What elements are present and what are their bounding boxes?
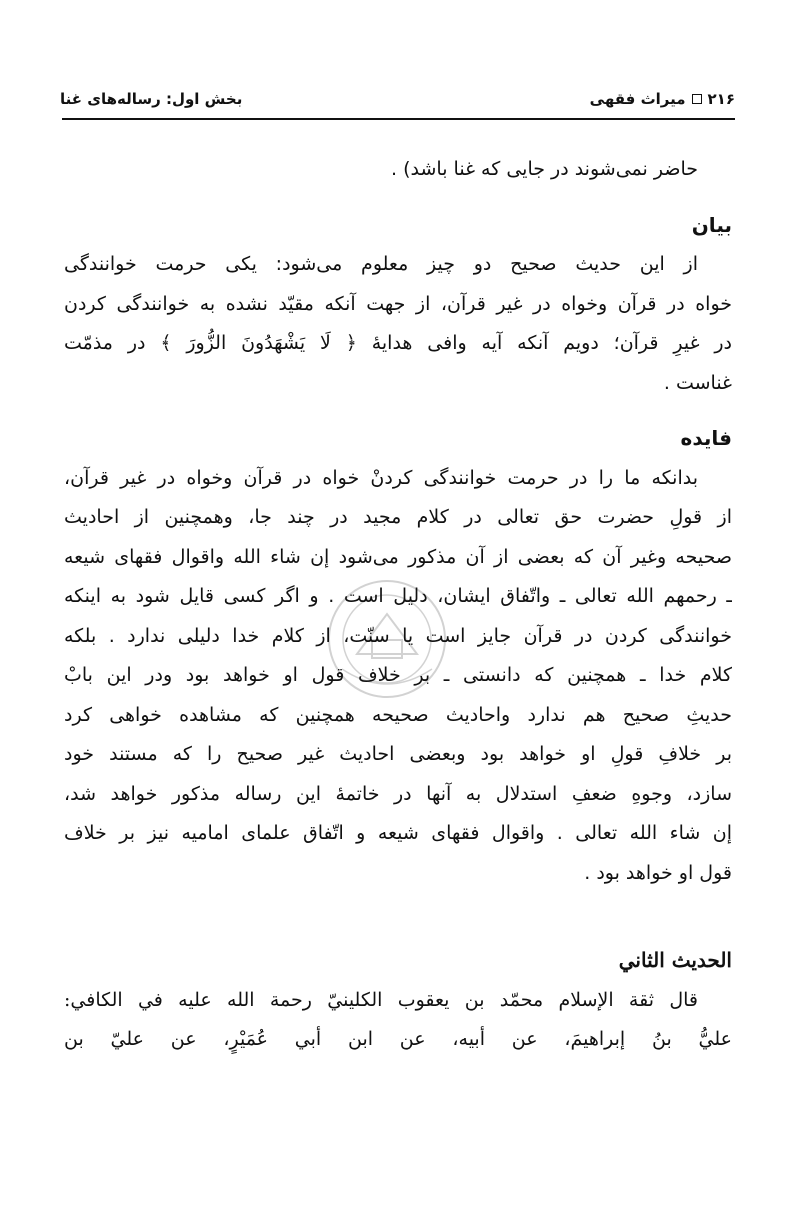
- text-line: سازد، وجوهِ ضعفِ استدلال به آنها در خاتمهٔ این رساله مذکور خواهد شد،: [64, 782, 732, 805]
- text-line: بر خلافِ قولِ او خواهد بود وبعضی احادیث غیر صحیح را که مستند خود: [64, 743, 732, 765]
- text-line: عليُّ بنُ إبراهيمَ، عن أبيه، عن ابن أبي عُمَيْرٍ، عن عليّ بن: [64, 1028, 732, 1050]
- text-line: حاضر نمی‌شوند در جایی که غنا باشد) .: [391, 158, 698, 180]
- square-separator-icon: [692, 94, 702, 104]
- text-line: حدیثِ صحیح هم ندارد واحادیث صحیحه همچنین که مشاهده خواهی کرد: [64, 703, 732, 726]
- book-title: میراث فقهی: [589, 90, 686, 108]
- text-line: قال ثقة الإسلام محمّد بن يعقوب الكلينيّ رحمة الله عليه في الكافي:: [64, 988, 698, 1011]
- text-line: کلام خدا ـ همچنین که دانستی ـ بر خلاف قول او خواهد بود ودر این بابْ: [64, 664, 732, 686]
- header-page-info: [590, 90, 735, 108]
- text-line: إن شاء الله تعالی . واقوال فقهای شیعه و اتّفاق علمای امامیه‌ نیز بر خلاف: [64, 822, 732, 844]
- text-line: خوانندگی کردن در قرآن جایز است یا سنّت، از کلام خدا دلیلی ندارد . بلکه: [64, 624, 732, 647]
- heading-faide: فایده: [680, 426, 732, 450]
- text-line: خواه در قرآن وخواه در غیر قرآن، از جهت آنکه مقیّد نشده به خوانندگی کردن: [64, 292, 732, 315]
- text-line: قول او خواهد بود .: [584, 861, 732, 884]
- heading-hadith: الحديث الثاني: [618, 948, 732, 972]
- text-line: غناست .: [663, 371, 732, 394]
- page-body: [64, 150, 732, 1060]
- header-divider: [62, 118, 735, 120]
- text-line: بدانکه ما را در حرمت خوانندگی کردنْ خواه در قرآن وخواه در غیر قرآن،: [64, 466, 698, 489]
- text-line: صحیحه وغیر آن که بعضی از آن مذکور می‌شود إن شاء الله واقوال فقهای شیعه: [64, 545, 732, 568]
- text-line: ـ رحمهم الله تعالی ـ واتّفاق ایشان، دلیل است . و اگر کسی قایل شود به اینکه: [64, 585, 732, 607]
- section-title: بخش اول: رساله‌های غنا: [60, 90, 243, 108]
- text-line: در غیرِ قرآن؛ دویم آنکه آیه وافی هدایهٔ ﴿ لَا يَشْهَدُونَ الزُّورَ ﴾ در مذمّت: [64, 332, 732, 354]
- running-header: [60, 86, 735, 112]
- text-line: از قولِ حضرت حق تعالی در کلام مجید در چند جا، وهمچنین از احادیث: [64, 506, 732, 528]
- text-line: از این حدیث صحیح دو چیز معلوم می‌شود: یکی حرمت خوانندگی: [64, 253, 698, 275]
- heading-bayan: بیان: [691, 212, 732, 237]
- page-number: ۲۱۶: [707, 90, 735, 108]
